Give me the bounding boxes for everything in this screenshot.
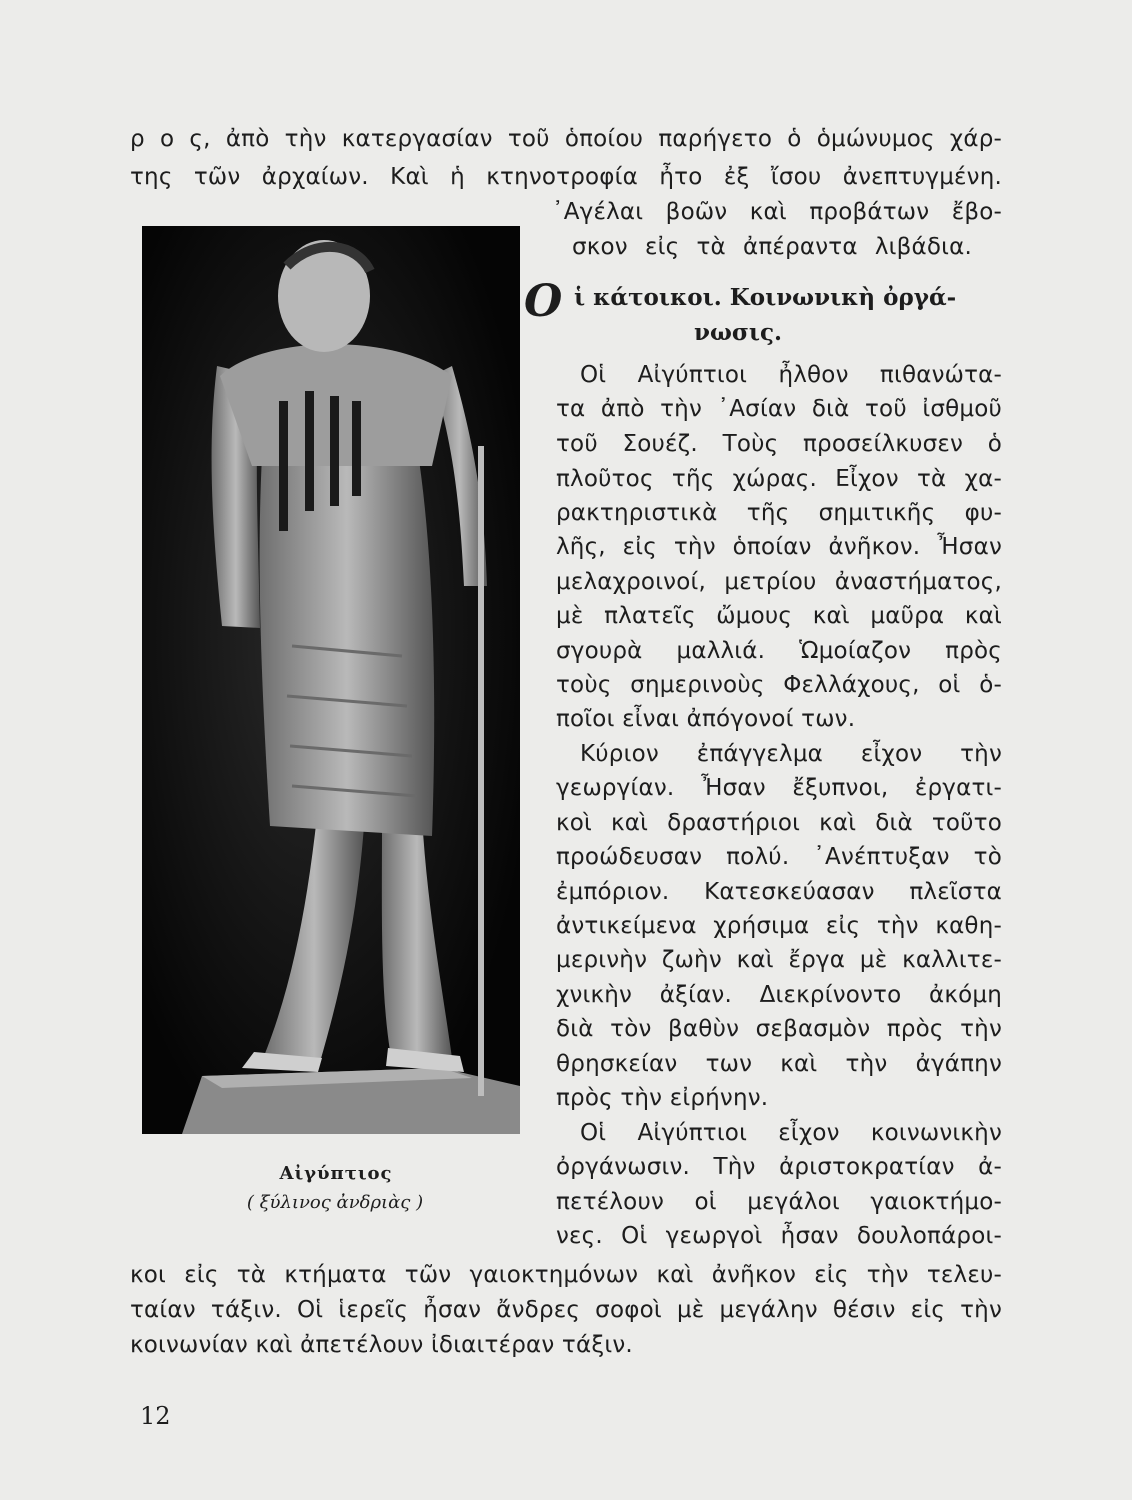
- text-line: πλοῦτος τῆς χώρας. Εἶχον τὰ χα-: [556, 466, 1002, 492]
- text-line: θρησκείαν των καὶ τὴν ἀγάπην: [556, 1051, 1002, 1077]
- text-line: γεωργίαν. Ἦσαν ἔξυπνοι, ἐργατι-: [556, 775, 1002, 801]
- page-number: 12: [140, 1402, 171, 1430]
- text-line: σγουρὰ μαλλιά. Ὡμοίαζον πρὸς: [556, 638, 1002, 664]
- text-line: κοινωνίαν καὶ ἀπετέλουν ἰδιαιτέραν τάξιν.: [130, 1332, 633, 1358]
- text-line: μὲ πλατεῖς ὤμους καὶ μαῦρα καὶ: [556, 603, 1002, 629]
- text-line: μερινὴν ζωὴν καὶ ἔργα μὲ καλλιτε-: [556, 947, 1002, 973]
- drop-cap: Ο: [524, 276, 563, 327]
- text-line: κοὶ καὶ δραστήριοι καὶ διὰ τοῦτο: [556, 810, 1002, 836]
- text-line: πετέλουν οἱ μεγάλοι γαιοκτήμο-: [556, 1189, 1002, 1215]
- text-line: χνικὴν ἀξίαν. Διεκρίνοντο ἀκόμη: [556, 982, 1002, 1008]
- text-line: τοὺς σημερινοὺς Φελλάχους, οἱ ὁ-: [556, 672, 1002, 698]
- statue-photo: [142, 226, 520, 1134]
- text-line: ρακτηριστικὰ τῆς σημιτικῆς φυ-: [556, 500, 1002, 526]
- text-line: κοι εἰς τὰ κτήματα τῶν γαιοκτημόνων καὶ ἀνῆκον εἰς τὴν τελευ-: [130, 1262, 1002, 1288]
- text-line: τοῦ Σουέζ. Τοὺς προσείλκυσεν ὁ: [556, 431, 1002, 457]
- text-line: Οἱ Αἰγύπτιοι ἦλθον πιθανώτα-: [580, 362, 1002, 388]
- text-line: πρὸς τὴν εἰρήνην.: [556, 1085, 769, 1111]
- text-line: Κύριον ἐπάγγελμα εἶχον τὴν: [580, 741, 1002, 767]
- text-line: ἐμπόριον. Κατεσκεύασαν πλεῖστα: [556, 879, 1002, 905]
- text-line: ᾿Αγέλαι βοῶν καὶ προβάτων ἔβο-: [552, 199, 1002, 225]
- text-line: διὰ τὸν βαθὺν σεβασμὸν πρὸς τὴν: [556, 1016, 1002, 1042]
- text-line: ρ ο ς, ἀπὸ τὴν κατεργασίαν τοῦ ὁποίου παρήγετο ὁ ὁμώνυμος χάρ-: [130, 126, 1002, 152]
- text-line: λῆς, εἰς τὴν ὁποίαν ἀνῆκον. Ἦσαν: [556, 534, 1002, 560]
- section-heading-continued: νωσις.: [694, 319, 782, 346]
- section-heading: ἱ κάτοικοι. Κοινωνικὴ ὀργά-: [574, 284, 957, 311]
- text-line: ταίαν τάξιν. Οἱ ἱερεῖς ἦσαν ἄνδρες σοφοὶ μὲ μεγάλην θέσιν εἰς τὴν: [130, 1297, 1002, 1323]
- text-line: ἀντικείμενα χρήσιμα εἰς τὴν καθη-: [556, 913, 1002, 939]
- text-line: σκον εἰς τὰ ἀπέραντα λιβάδια.: [572, 234, 972, 260]
- text-line: μελαχροινοί, μετρίου ἀναστήματος,: [556, 569, 1002, 595]
- figure-caption-title: Αἰγύπτιος: [279, 1163, 393, 1184]
- text-line: της τῶν ἀρχαίων. Καὶ ἡ κτηνοτροφία ἦτο ἐξ ἴσου ἀνεπτυγμένη.: [130, 164, 1002, 190]
- text-line: νες. Οἱ γεωργοὶ ἦσαν δουλοπάροι-: [556, 1223, 1002, 1249]
- text-line: ὀργάνωσιν. Τὴν ἀριστοκρατίαν ἀ-: [556, 1154, 1002, 1180]
- statue-illustration: [142, 226, 520, 1134]
- text-line: προώδευσαν πολύ. ᾿Ανέπτυξαν τὸ: [556, 844, 1002, 870]
- text-line: ποῖοι εἶναι ἀπόγονοί των.: [556, 706, 856, 732]
- figure-caption-subtitle: ( ξύλινος ἀνδριὰς ): [246, 1192, 424, 1213]
- text-line: τα ἀπὸ τὴν ᾿Ασίαν διὰ τοῦ ἰσθμοῦ: [556, 396, 1002, 422]
- text-line: Οἱ Αἰγύπτιοι εἶχον κοινωνικὴν: [580, 1120, 1002, 1146]
